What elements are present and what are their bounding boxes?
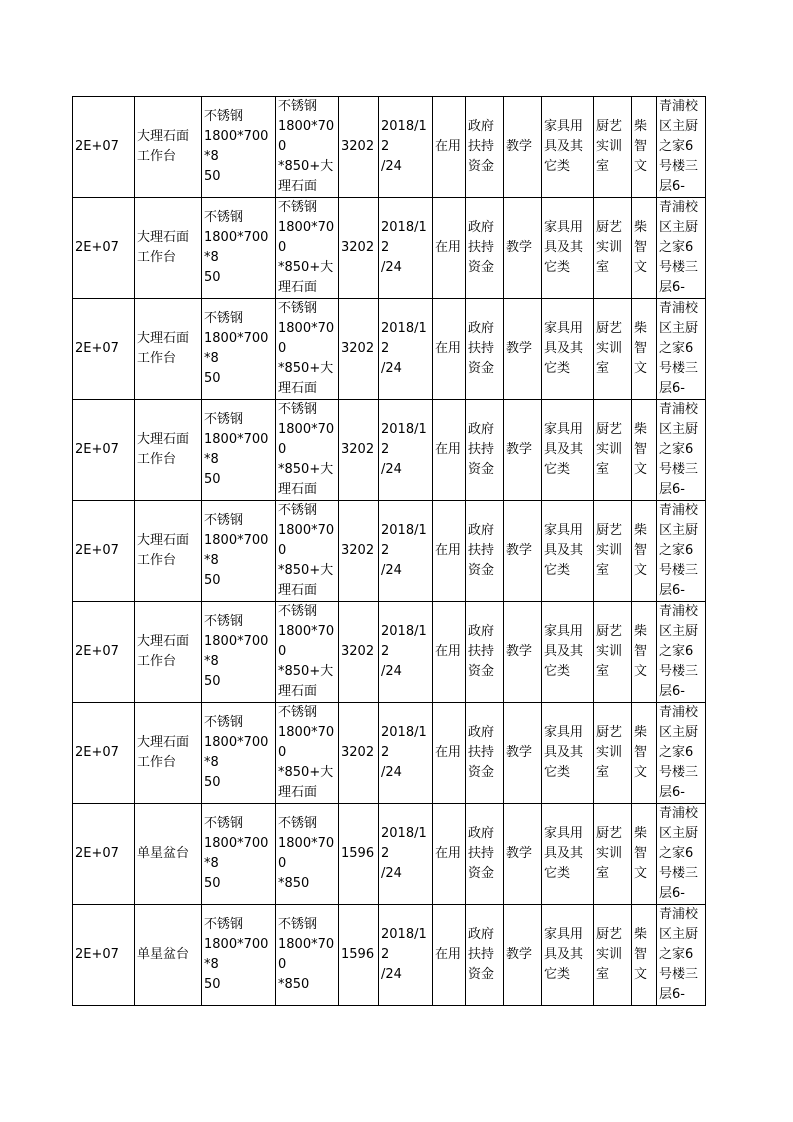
cell-asset-category: 家具用 具及其 它类 bbox=[542, 400, 594, 501]
cell-department: 厨艺 实训 室 bbox=[594, 400, 632, 501]
cell-usage-status: 在用 bbox=[433, 400, 466, 501]
cell-asset-code: 2E+07 bbox=[73, 198, 135, 299]
cell-model: 不锈钢 1800*700*8 50 bbox=[202, 198, 276, 299]
cell-asset-code: 2E+07 bbox=[73, 501, 135, 602]
cell-amount: 3202 bbox=[339, 703, 379, 804]
cell-department: 厨艺 实训 室 bbox=[594, 905, 632, 1006]
cell-asset-name: 大理石面 工作台 bbox=[135, 400, 202, 501]
cell-asset-name: 单星盆台 bbox=[135, 804, 202, 905]
cell-asset-category: 家具用 具及其 它类 bbox=[542, 602, 594, 703]
cell-usage-status: 在用 bbox=[433, 602, 466, 703]
table-row bbox=[73, 198, 706, 299]
cell-usage-purpose: 教学 bbox=[504, 804, 542, 905]
cell-specification: 不锈钢 1800*700 *850+大 理石面 bbox=[276, 703, 339, 804]
cell-amount: 3202 bbox=[339, 602, 379, 703]
cell-usage-status: 在用 bbox=[433, 501, 466, 602]
cell-funding-source: 政府 扶持 资金 bbox=[466, 602, 504, 703]
cell-asset-category: 家具用 具及其 它类 bbox=[542, 905, 594, 1006]
cell-custodian: 柴 智 文 bbox=[632, 501, 657, 602]
cell-custodian: 柴 智 文 bbox=[632, 400, 657, 501]
cell-asset-code: 2E+07 bbox=[73, 703, 135, 804]
cell-custodian: 柴 智 文 bbox=[632, 602, 657, 703]
cell-asset-name: 大理石面 工作台 bbox=[135, 703, 202, 804]
cell-funding-source: 政府 扶持 资金 bbox=[466, 703, 504, 804]
cell-acquisition-date: 2018/12 /24 bbox=[379, 400, 433, 501]
table-row bbox=[73, 400, 706, 501]
cell-location: 青浦校 区主厨 之家6 号楼三 层6- bbox=[657, 501, 706, 602]
cell-location: 青浦校 区主厨 之家6 号楼三 层6- bbox=[657, 299, 706, 400]
table-row bbox=[73, 905, 706, 1006]
cell-model: 不锈钢 1800*700*8 50 bbox=[202, 97, 276, 198]
cell-custodian: 柴 智 文 bbox=[632, 97, 657, 198]
cell-asset-name: 大理石面 工作台 bbox=[135, 501, 202, 602]
cell-usage-status: 在用 bbox=[433, 905, 466, 1006]
cell-model: 不锈钢 1800*700*8 50 bbox=[202, 400, 276, 501]
cell-model: 不锈钢 1800*700*8 50 bbox=[202, 804, 276, 905]
cell-acquisition-date: 2018/12 /24 bbox=[379, 198, 433, 299]
cell-location: 青浦校 区主厨 之家6 号楼三 层6- bbox=[657, 198, 706, 299]
cell-model: 不锈钢 1800*700*8 50 bbox=[202, 602, 276, 703]
cell-usage-status: 在用 bbox=[433, 703, 466, 804]
cell-location: 青浦校 区主厨 之家6 号楼三 层6- bbox=[657, 97, 706, 198]
cell-amount: 3202 bbox=[339, 299, 379, 400]
cell-specification: 不锈钢 1800*700 *850+大 理石面 bbox=[276, 198, 339, 299]
cell-specification: 不锈钢 1800*700 *850+大 理石面 bbox=[276, 501, 339, 602]
cell-model: 不锈钢 1800*700*8 50 bbox=[202, 905, 276, 1006]
cell-usage-status: 在用 bbox=[433, 299, 466, 400]
cell-funding-source: 政府 扶持 资金 bbox=[466, 198, 504, 299]
cell-asset-category: 家具用 具及其 它类 bbox=[542, 501, 594, 602]
cell-model: 不锈钢 1800*700*8 50 bbox=[202, 501, 276, 602]
cell-usage-purpose: 教学 bbox=[504, 299, 542, 400]
cell-usage-purpose: 教学 bbox=[504, 97, 542, 198]
cell-department: 厨艺 实训 室 bbox=[594, 501, 632, 602]
cell-amount: 1596 bbox=[339, 804, 379, 905]
cell-asset-code: 2E+07 bbox=[73, 602, 135, 703]
table-row bbox=[73, 804, 706, 905]
cell-asset-name: 大理石面 工作台 bbox=[135, 198, 202, 299]
cell-custodian: 柴 智 文 bbox=[632, 198, 657, 299]
table-row bbox=[73, 703, 706, 804]
cell-amount: 1596 bbox=[339, 905, 379, 1006]
cell-department: 厨艺 实训 室 bbox=[594, 602, 632, 703]
cell-department: 厨艺 实训 室 bbox=[594, 703, 632, 804]
cell-usage-purpose: 教学 bbox=[504, 501, 542, 602]
cell-funding-source: 政府 扶持 资金 bbox=[466, 501, 504, 602]
table-row bbox=[73, 602, 706, 703]
cell-usage-purpose: 教学 bbox=[504, 400, 542, 501]
cell-department: 厨艺 实训 室 bbox=[594, 97, 632, 198]
cell-asset-code: 2E+07 bbox=[73, 400, 135, 501]
cell-asset-name: 单星盆台 bbox=[135, 905, 202, 1006]
cell-custodian: 柴 智 文 bbox=[632, 905, 657, 1006]
table-body bbox=[73, 97, 706, 1006]
cell-specification: 不锈钢 1800*700 *850+大 理石面 bbox=[276, 400, 339, 501]
cell-location: 青浦校 区主厨 之家6 号楼三 层6- bbox=[657, 804, 706, 905]
cell-amount: 3202 bbox=[339, 501, 379, 602]
cell-asset-code: 2E+07 bbox=[73, 804, 135, 905]
cell-department: 厨艺 实训 室 bbox=[594, 198, 632, 299]
cell-amount: 3202 bbox=[339, 97, 379, 198]
table-row bbox=[73, 501, 706, 602]
cell-asset-category: 家具用 具及其 它类 bbox=[542, 198, 594, 299]
cell-asset-name: 大理石面 工作台 bbox=[135, 299, 202, 400]
cell-asset-code: 2E+07 bbox=[73, 299, 135, 400]
cell-funding-source: 政府 扶持 资金 bbox=[466, 804, 504, 905]
cell-location: 青浦校 区主厨 之家6 号楼三 层6- bbox=[657, 703, 706, 804]
cell-acquisition-date: 2018/12 /24 bbox=[379, 501, 433, 602]
cell-acquisition-date: 2018/12 /24 bbox=[379, 905, 433, 1006]
cell-department: 厨艺 实训 室 bbox=[594, 299, 632, 400]
cell-asset-name: 大理石面 工作台 bbox=[135, 602, 202, 703]
asset-table bbox=[72, 96, 706, 1006]
cell-location: 青浦校 区主厨 之家6 号楼三 层6- bbox=[657, 905, 706, 1006]
cell-asset-category: 家具用 具及其 它类 bbox=[542, 97, 594, 198]
cell-custodian: 柴 智 文 bbox=[632, 703, 657, 804]
cell-funding-source: 政府 扶持 资金 bbox=[466, 400, 504, 501]
cell-asset-category: 家具用 具及其 它类 bbox=[542, 804, 594, 905]
cell-custodian: 柴 智 文 bbox=[632, 299, 657, 400]
cell-location: 青浦校 区主厨 之家6 号楼三 层6- bbox=[657, 602, 706, 703]
cell-specification: 不锈钢 1800*700 *850 bbox=[276, 905, 339, 1006]
cell-department: 厨艺 实训 室 bbox=[594, 804, 632, 905]
cell-specification: 不锈钢 1800*700 *850 bbox=[276, 804, 339, 905]
cell-asset-category: 家具用 具及其 它类 bbox=[542, 299, 594, 400]
cell-usage-status: 在用 bbox=[433, 198, 466, 299]
cell-asset-category: 家具用 具及其 它类 bbox=[542, 703, 594, 804]
cell-acquisition-date: 2018/12 /24 bbox=[379, 299, 433, 400]
cell-acquisition-date: 2018/12 /24 bbox=[379, 703, 433, 804]
cell-amount: 3202 bbox=[339, 198, 379, 299]
cell-model: 不锈钢 1800*700*8 50 bbox=[202, 299, 276, 400]
cell-usage-status: 在用 bbox=[433, 97, 466, 198]
cell-usage-purpose: 教学 bbox=[504, 198, 542, 299]
cell-specification: 不锈钢 1800*700 *850+大 理石面 bbox=[276, 299, 339, 400]
cell-funding-source: 政府 扶持 资金 bbox=[466, 905, 504, 1006]
cell-amount: 3202 bbox=[339, 400, 379, 501]
cell-funding-source: 政府 扶持 资金 bbox=[466, 299, 504, 400]
cell-usage-status: 在用 bbox=[433, 804, 466, 905]
cell-specification: 不锈钢 1800*700 *850+大 理石面 bbox=[276, 602, 339, 703]
cell-acquisition-date: 2018/12 /24 bbox=[379, 602, 433, 703]
cell-location: 青浦校 区主厨 之家6 号楼三 层6- bbox=[657, 400, 706, 501]
table-row bbox=[73, 299, 706, 400]
cell-usage-purpose: 教学 bbox=[504, 703, 542, 804]
cell-specification: 不锈钢 1800*700 *850+大 理石面 bbox=[276, 97, 339, 198]
cell-asset-name: 大理石面 工作台 bbox=[135, 97, 202, 198]
cell-funding-source: 政府 扶持 资金 bbox=[466, 97, 504, 198]
cell-asset-code: 2E+07 bbox=[73, 97, 135, 198]
cell-acquisition-date: 2018/12 /24 bbox=[379, 97, 433, 198]
cell-asset-code: 2E+07 bbox=[73, 905, 135, 1006]
cell-usage-purpose: 教学 bbox=[504, 602, 542, 703]
cell-custodian: 柴 智 文 bbox=[632, 804, 657, 905]
cell-acquisition-date: 2018/12 /24 bbox=[379, 804, 433, 905]
cell-usage-purpose: 教学 bbox=[504, 905, 542, 1006]
table-row bbox=[73, 97, 706, 198]
cell-model: 不锈钢 1800*700*8 50 bbox=[202, 703, 276, 804]
